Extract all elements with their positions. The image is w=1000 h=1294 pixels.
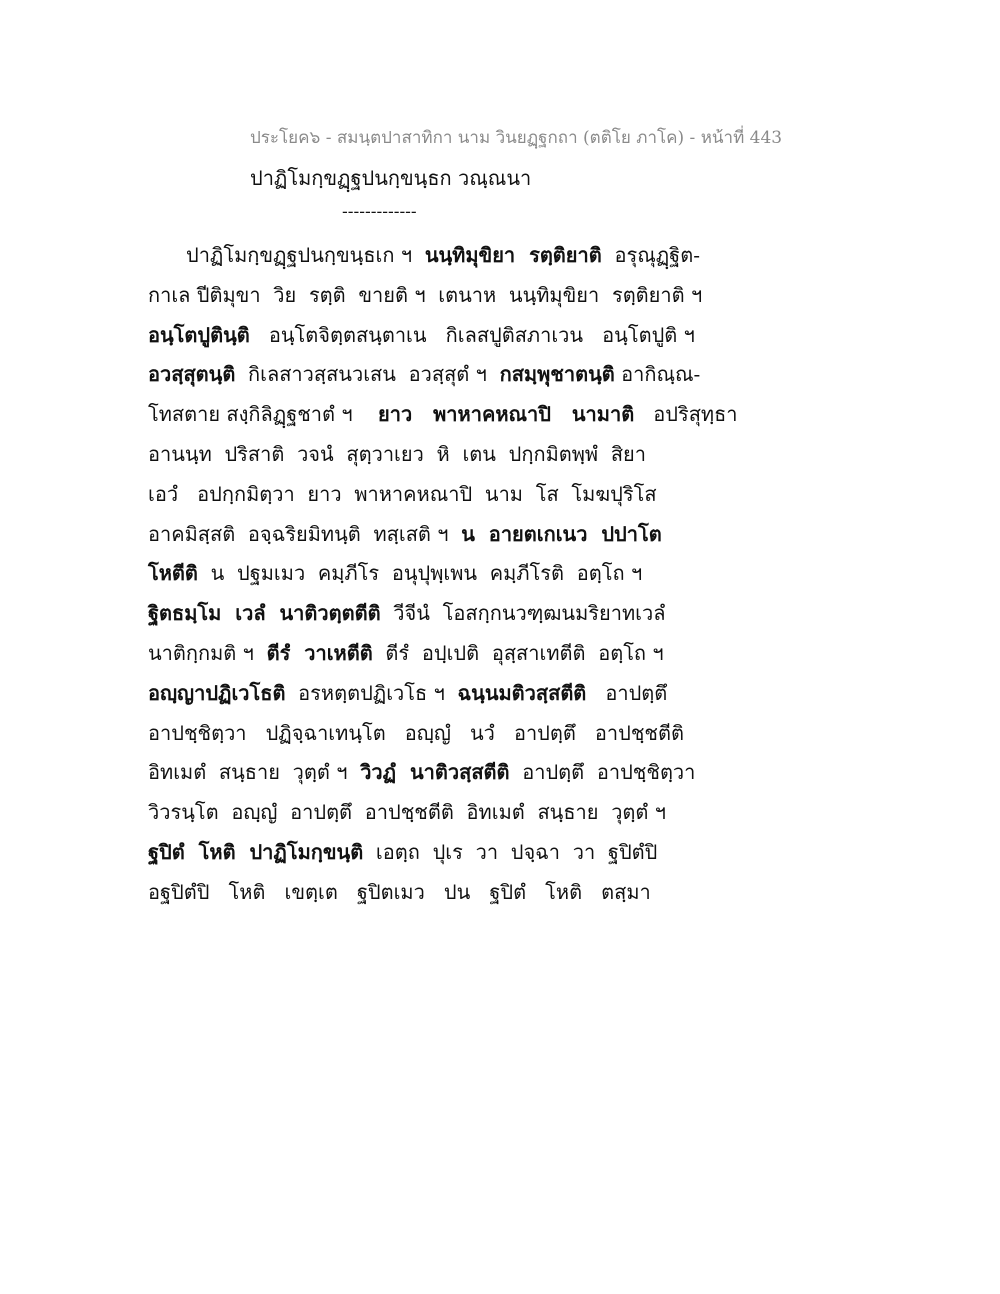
text-line — [148, 714, 708, 754]
text-line — [148, 594, 708, 634]
text-segment: อาปตฺตึ อาปชฺชิตฺวา — [509, 760, 696, 785]
bold-term: น อายตเกเนว ปปาโต — [461, 521, 662, 546]
text-line — [148, 316, 708, 356]
text-segment: ปาฏิโมกฺขฏฺฐปนกฺขนฺธเก ฯ — [186, 243, 425, 267]
text-segment: เอตฺถ ปุเร วา ปจฺฉา วา ฐปิตํปิ — [363, 839, 658, 864]
text-segment: นาติกฺกมติ ฯ — [148, 640, 267, 665]
text-segment: กิเลสาวสฺสนวเสน อวสฺสุตํ ฯ — [235, 362, 500, 387]
text-line — [148, 475, 708, 515]
bold-term: นนฺทิมุขิยา รตฺติยาติ — [424, 243, 602, 267]
text-segment: วิวรนฺโต อญฺญํ อาปตฺตึ อาปชฺชตีติ อิทเมตํ สนฺธาย วุตฺตํ ฯ — [148, 800, 666, 825]
text-line — [148, 554, 708, 594]
text-segment: โทสตาย สงฺกิลิฏฺฐชาตํ ฯ — [148, 402, 379, 427]
text-line — [148, 753, 708, 793]
text-segment: อฐปิตํปิ โหติ เขตฺเต ฐปิตเมว ปน ฐปิตํ โหติ ตสฺมา — [148, 879, 651, 904]
text-segment: อนฺโตจิตฺตสนฺตาเน กิเลสปูติสภาเวน อนฺโตปูติ ฯ — [249, 322, 695, 347]
text-line — [148, 515, 708, 555]
text-segment: น ปฐมเมว คมฺภีโร อนุปุพฺเพน คมฺภีโรติ อตฺโถ ฯ — [197, 561, 643, 586]
section-title: ปาฏิโมกฺขฏฺฐปนกฺขนฺธก วณฺณนา — [250, 166, 532, 190]
text-segment: อานนฺท ปริสาติ วจนํ สุตฺวาเยว หิ เตน ปกฺกมิตพฺพํ สิยา — [148, 441, 646, 466]
bold-term: ฉนฺนมติวสฺสตีติ — [457, 680, 587, 705]
text-line — [148, 873, 708, 913]
text-line — [148, 833, 708, 873]
text-line — [148, 634, 708, 674]
running-header: ประโยค๖ - สมนฺตปาสาทิกา นาม วินยฏฺฐกถา (ตติโย ภาโค) - หน้าที่ 443 — [250, 128, 783, 148]
text-segment: เอวํ อปกฺกมิตฺวา ยาว พาหาคหณาปิ นาม โส โมฆปุริโส — [148, 481, 657, 506]
text-segment: อาคมิสฺสติ อจฺฉริยมิทนฺติ ทสฺเสติ ฯ — [148, 521, 462, 546]
text-segment: อรหตฺตปฏิเวโธ ฯ — [285, 680, 458, 705]
text-segment: อาปชฺชิตฺวา ปฏิจฺฉาเทนฺโต อญฺญํ นวํ อาปตฺตึ อาปชฺชตีติ — [148, 720, 684, 745]
text-segment: วีจีนํ โอสกฺกนวฑฺฒนมริยาทเวลํ — [380, 601, 666, 626]
bold-term: โหตีติ — [148, 561, 198, 586]
text-line — [148, 435, 708, 475]
text-line — [148, 395, 738, 435]
bold-term: อนฺโตปูตินฺติ — [148, 322, 250, 347]
bold-term: ยาว พาหาคหณาปิ นามาติ — [378, 402, 635, 427]
bold-term: อญฺญาปฏิเวโธติ — [148, 680, 286, 705]
separator-line: ------------- — [342, 202, 417, 222]
bold-term: กสมฺพุชาตนฺติ — [499, 362, 615, 387]
bold-term: ตีรํ วาเหตีติ — [266, 640, 373, 665]
text-segment: อิทเมตํ สนฺธาย วุตฺตํ ฯ — [148, 760, 361, 785]
text-segment: อปริสุทฺธา — [634, 402, 738, 427]
text-segment: ตีรํ อปฺเปติ อุสฺสาเทตีติ อตฺโถ ฯ — [372, 640, 664, 665]
text-line — [148, 674, 708, 714]
bold-term: อวสฺสุตนฺติ — [148, 362, 236, 387]
text-line — [148, 793, 708, 833]
text-line — [148, 236, 708, 276]
text-segment: อากิณฺณ- — [614, 362, 701, 387]
bold-term: ฐิตธมฺโม เวลํ นาติวตฺตตีติ — [148, 601, 381, 626]
bold-term: วิวฏํ นาติวสฺสตีติ — [360, 760, 510, 785]
body-text — [148, 236, 738, 913]
bold-term: ฐปิตํ โหติ ปาฏิโมกฺขนฺติ — [148, 839, 364, 864]
text-segment: อรุณุฏฺฐิต- — [601, 243, 700, 267]
text-segment: อาปตฺตึ — [586, 680, 668, 705]
text-segment: กาเล ปีติมุขา วิย รตฺติ ขายติ ฯ เตนาห นนฺทิมุขิยา รตฺติยาติ ฯ — [148, 282, 703, 307]
text-line — [148, 355, 708, 395]
text-line — [148, 276, 708, 316]
